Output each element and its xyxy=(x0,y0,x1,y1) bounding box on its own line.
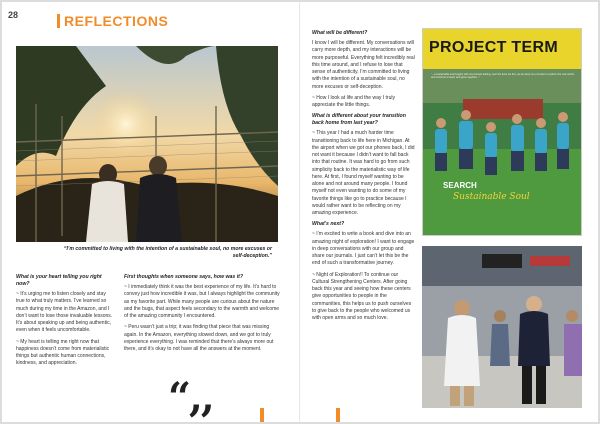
paragraph: ~ I immediately think it was the best experience of my life. It’s hard to convey just how incredible it was, but I always highlight the community as my favorite part. While many people are curious about the nature and the bugs, that aspect feels secondary to the warmth and welcome of the amazing community I encountered. xyxy=(124,284,280,320)
page-number: 28 xyxy=(8,10,19,20)
orange-tab-decoration xyxy=(336,408,340,422)
question-first-thoughts: First thoughts when someone says, how was it? xyxy=(124,274,244,280)
paragraph: ~ How I look at life and the way I truly appreciate the little things. xyxy=(312,94,395,109)
title-accent-bar xyxy=(57,14,60,28)
paragraph: ~ My heart is telling me right now that happiness doesn’t come from materialistic things but authentic human connections, kindness, and appreciation. xyxy=(16,338,110,367)
left-page xyxy=(2,2,300,422)
column-first-thoughts xyxy=(124,274,280,357)
quote-mark-icon: “,, xyxy=(168,374,213,421)
column-heart xyxy=(16,274,114,372)
magazine-blurb: “...a sustainable soul begins with one honest feeling, over the lives we live, as we keep our promise to explore the new world, and continue to learn and grow together...” xyxy=(431,73,575,80)
page-title: REFLECTIONS xyxy=(64,13,169,29)
question-whats-next: What’s next? xyxy=(312,221,345,228)
magazine-search-heading: SEARCH xyxy=(443,181,477,190)
right-page xyxy=(300,2,598,422)
paragraph: ~ Peru wasn’t just a trip; it was finding that piece that was missing again. In the Amazon, everything slowed down, and we got to truly experience everything. I was reminded that there’s always more out there, and it’s okay to not have all the answers at the moment. xyxy=(124,324,274,353)
magazine-cover xyxy=(422,28,582,236)
airport-photo xyxy=(422,246,582,408)
magazine-subtitle: Sustainable Soul xyxy=(453,192,530,202)
paragraph: ~ Night of Exploration!! To continue our Cultural Strengthening Centers. After going back this year and seeing how these centers give opportunities to people in the communities, this helps us to push ourselves to give back to the people who welcomed us with open arms and so much love. xyxy=(312,271,412,322)
question-heart: What is your heart telling you right now? xyxy=(16,274,102,288)
paragraph: ~ I’m excited to write a book and dive into an amazing night of exploration! I want to engage in deep conversations with our group and share our journals. I just can’t let this be the end of such a transformative journey. xyxy=(312,231,415,267)
paragraph: I know I will be different. My conversations will carry more depth, and my interactions will be more purposeful. Everything felt incredibly real this time around, and I refuse to lose that sense of authenticity. I’m committed to living with the intention of a sustainable soul, no more excuses or self-deception. xyxy=(312,40,415,90)
orange-tab-decoration xyxy=(260,408,264,422)
magazine-spread xyxy=(2,2,598,422)
column-reflections xyxy=(312,30,416,326)
photo-caption: “I’m committed to living with the intention of a sustainable soul, no more excuses or self-deception.” xyxy=(63,246,272,260)
magazine-title: PROJECT TERM xyxy=(429,39,558,56)
question-different: What will be different? xyxy=(312,30,368,36)
question-transition: What is different about your transition back home from last year? xyxy=(312,113,406,127)
sunset-photo xyxy=(16,46,278,242)
paragraph: ~ This year I had a much harder time transitioning back to life here in Michigan. At the airport when we got our phones back, I did not want it because I didn’t want to fall back into that routine. It was hard to go from such simplicity back to the materialistic way of life here. At first, I found myself wanting to be alone and not around many people. I found myself not even wanting to do some of my favorite things like go to practice because I would rather want to be reflecting on my amazing experience. xyxy=(312,130,415,217)
paragraph: ~ It’s urging me to listen closely and stay true to what truly matters. I’ve learned so much during my time in the Amazon, and I don’t want to lose those invaluable lessons. It’s about speaking up and being authentic, even when it feels uncomfortable. xyxy=(16,291,113,334)
